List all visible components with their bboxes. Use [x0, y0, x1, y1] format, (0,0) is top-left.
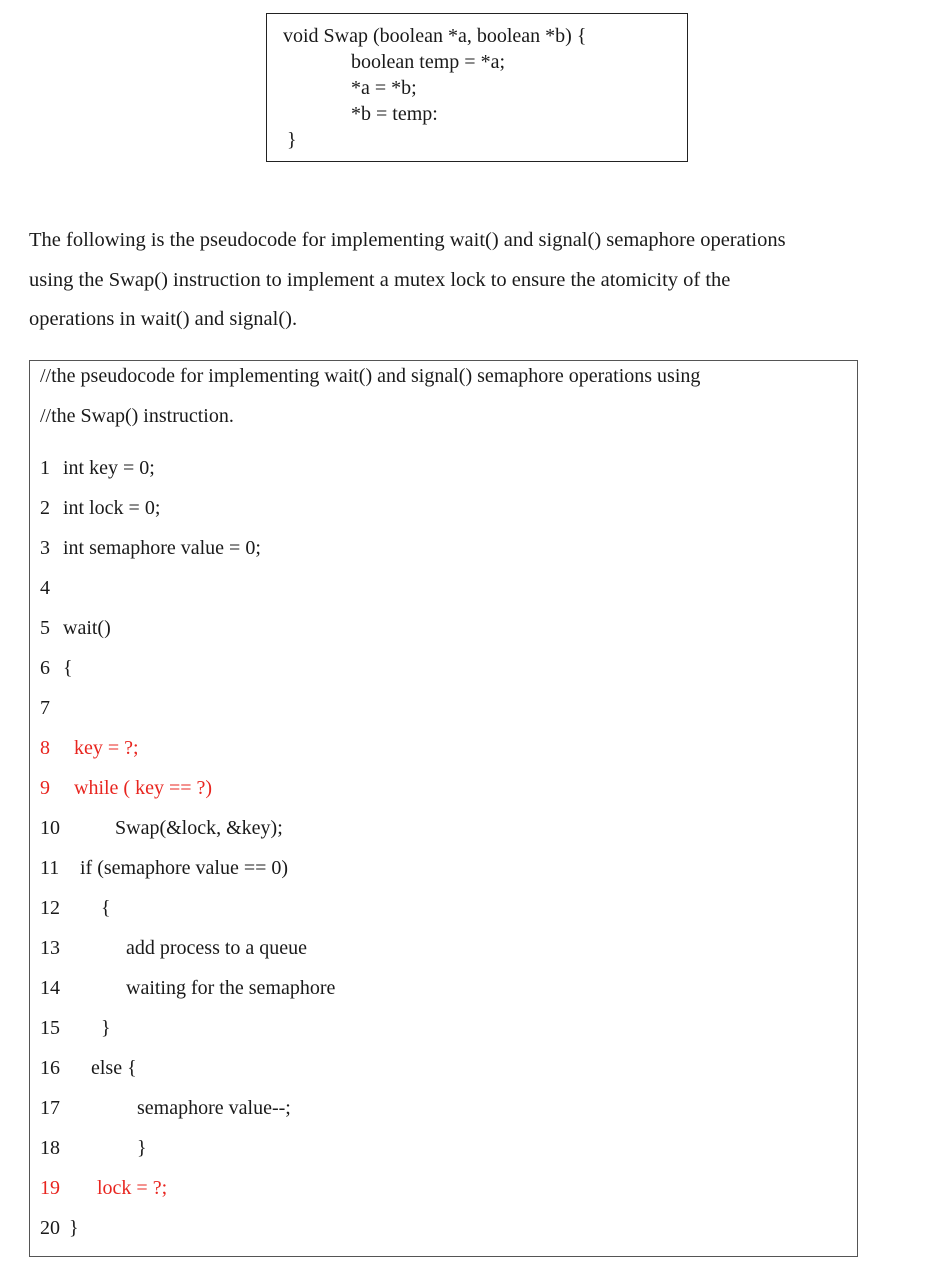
- line-number: 4: [40, 577, 50, 599]
- line-text: }: [101, 1017, 111, 1039]
- code-line: [40, 814, 283, 842]
- line-text: lock = ?;: [97, 1177, 168, 1199]
- line-text: int key = 0;: [63, 457, 155, 479]
- code-line: [40, 1214, 79, 1242]
- line-number: 13: [40, 937, 60, 959]
- line-number: 12: [40, 897, 60, 919]
- line-text: while ( key == ?): [74, 777, 213, 799]
- code-comment-line: //the Swap() instruction.: [40, 405, 234, 427]
- line-text: {: [101, 897, 111, 919]
- swap-function-code-box: [266, 13, 688, 162]
- code-line: [40, 694, 63, 722]
- code-line: [40, 534, 261, 562]
- paragraph-line: operations in wait() and signal().: [29, 308, 298, 330]
- paragraph-line: using the Swap() instruction to implement a mutex lock to ensure the atomicity of the: [29, 268, 731, 291]
- code-line: [40, 654, 73, 682]
- description-paragraph: [29, 221, 919, 340]
- line-number: 20: [40, 1217, 60, 1239]
- line-text: key = ?;: [74, 737, 139, 759]
- line-text: int semaphore value = 0;: [63, 537, 261, 559]
- line-text: wait(): [63, 617, 111, 639]
- code-line-highlighted: [40, 774, 212, 802]
- line-text: Swap(&lock, &key);: [115, 817, 283, 839]
- code-line: [40, 974, 335, 1002]
- line-number: 15: [40, 1017, 60, 1039]
- line-text: {: [63, 657, 73, 679]
- line-number: 11: [40, 857, 60, 879]
- code-line: [40, 454, 155, 482]
- line-text: waiting for the semaphore: [126, 977, 336, 999]
- code-line: [40, 494, 160, 522]
- code-line: [40, 894, 111, 922]
- line-number: 19: [40, 1177, 60, 1199]
- line-number: 1: [40, 457, 50, 479]
- line-number: 14: [40, 977, 60, 999]
- pseudocode-box: [29, 360, 858, 1257]
- code-line-highlighted: [40, 1174, 167, 1202]
- line-text: add process to a queue: [126, 937, 308, 959]
- line-number: 3: [40, 537, 50, 559]
- swap-code-line: *b = temp:: [351, 103, 438, 125]
- line-number: 7: [40, 697, 50, 719]
- code-line-highlighted: [40, 734, 139, 762]
- paragraph-line: The following is the pseudocode for implementing wait() and signal() semaphore operations: [29, 229, 786, 251]
- code-line: [40, 1094, 291, 1122]
- line-number: 18: [40, 1137, 60, 1159]
- swap-code-line: boolean temp = *a;: [351, 51, 506, 73]
- line-text: int lock = 0;: [63, 497, 161, 519]
- swap-code-line: }: [287, 129, 297, 151]
- code-line: [40, 1054, 137, 1082]
- line-number: 9: [40, 777, 50, 799]
- line-text: else {: [91, 1057, 137, 1079]
- line-text: if (semaphore value == 0): [80, 857, 289, 879]
- line-text: }: [69, 1217, 79, 1239]
- code-comment-line: //the pseudocode for implementing wait() and signal() semaphore operations using: [40, 365, 701, 387]
- line-number: 8: [40, 737, 50, 759]
- line-number: 10: [40, 817, 60, 839]
- code-line: [40, 614, 111, 642]
- code-line: [40, 1014, 111, 1042]
- swap-code-line: *a = *b;: [351, 77, 417, 99]
- code-line: [40, 934, 307, 962]
- code-line: [40, 574, 63, 602]
- line-text: }: [137, 1137, 147, 1159]
- line-text: semaphore value--;: [137, 1097, 291, 1119]
- code-line: [40, 1134, 147, 1162]
- code-line: [40, 854, 288, 882]
- line-number: 17: [40, 1097, 60, 1119]
- line-number: 16: [40, 1057, 60, 1079]
- line-number: 2: [40, 497, 50, 519]
- swap-code-line: void Swap (boolean *a, boolean *b) {: [283, 25, 587, 47]
- line-number: 5: [40, 617, 50, 639]
- line-number: 6: [40, 657, 50, 679]
